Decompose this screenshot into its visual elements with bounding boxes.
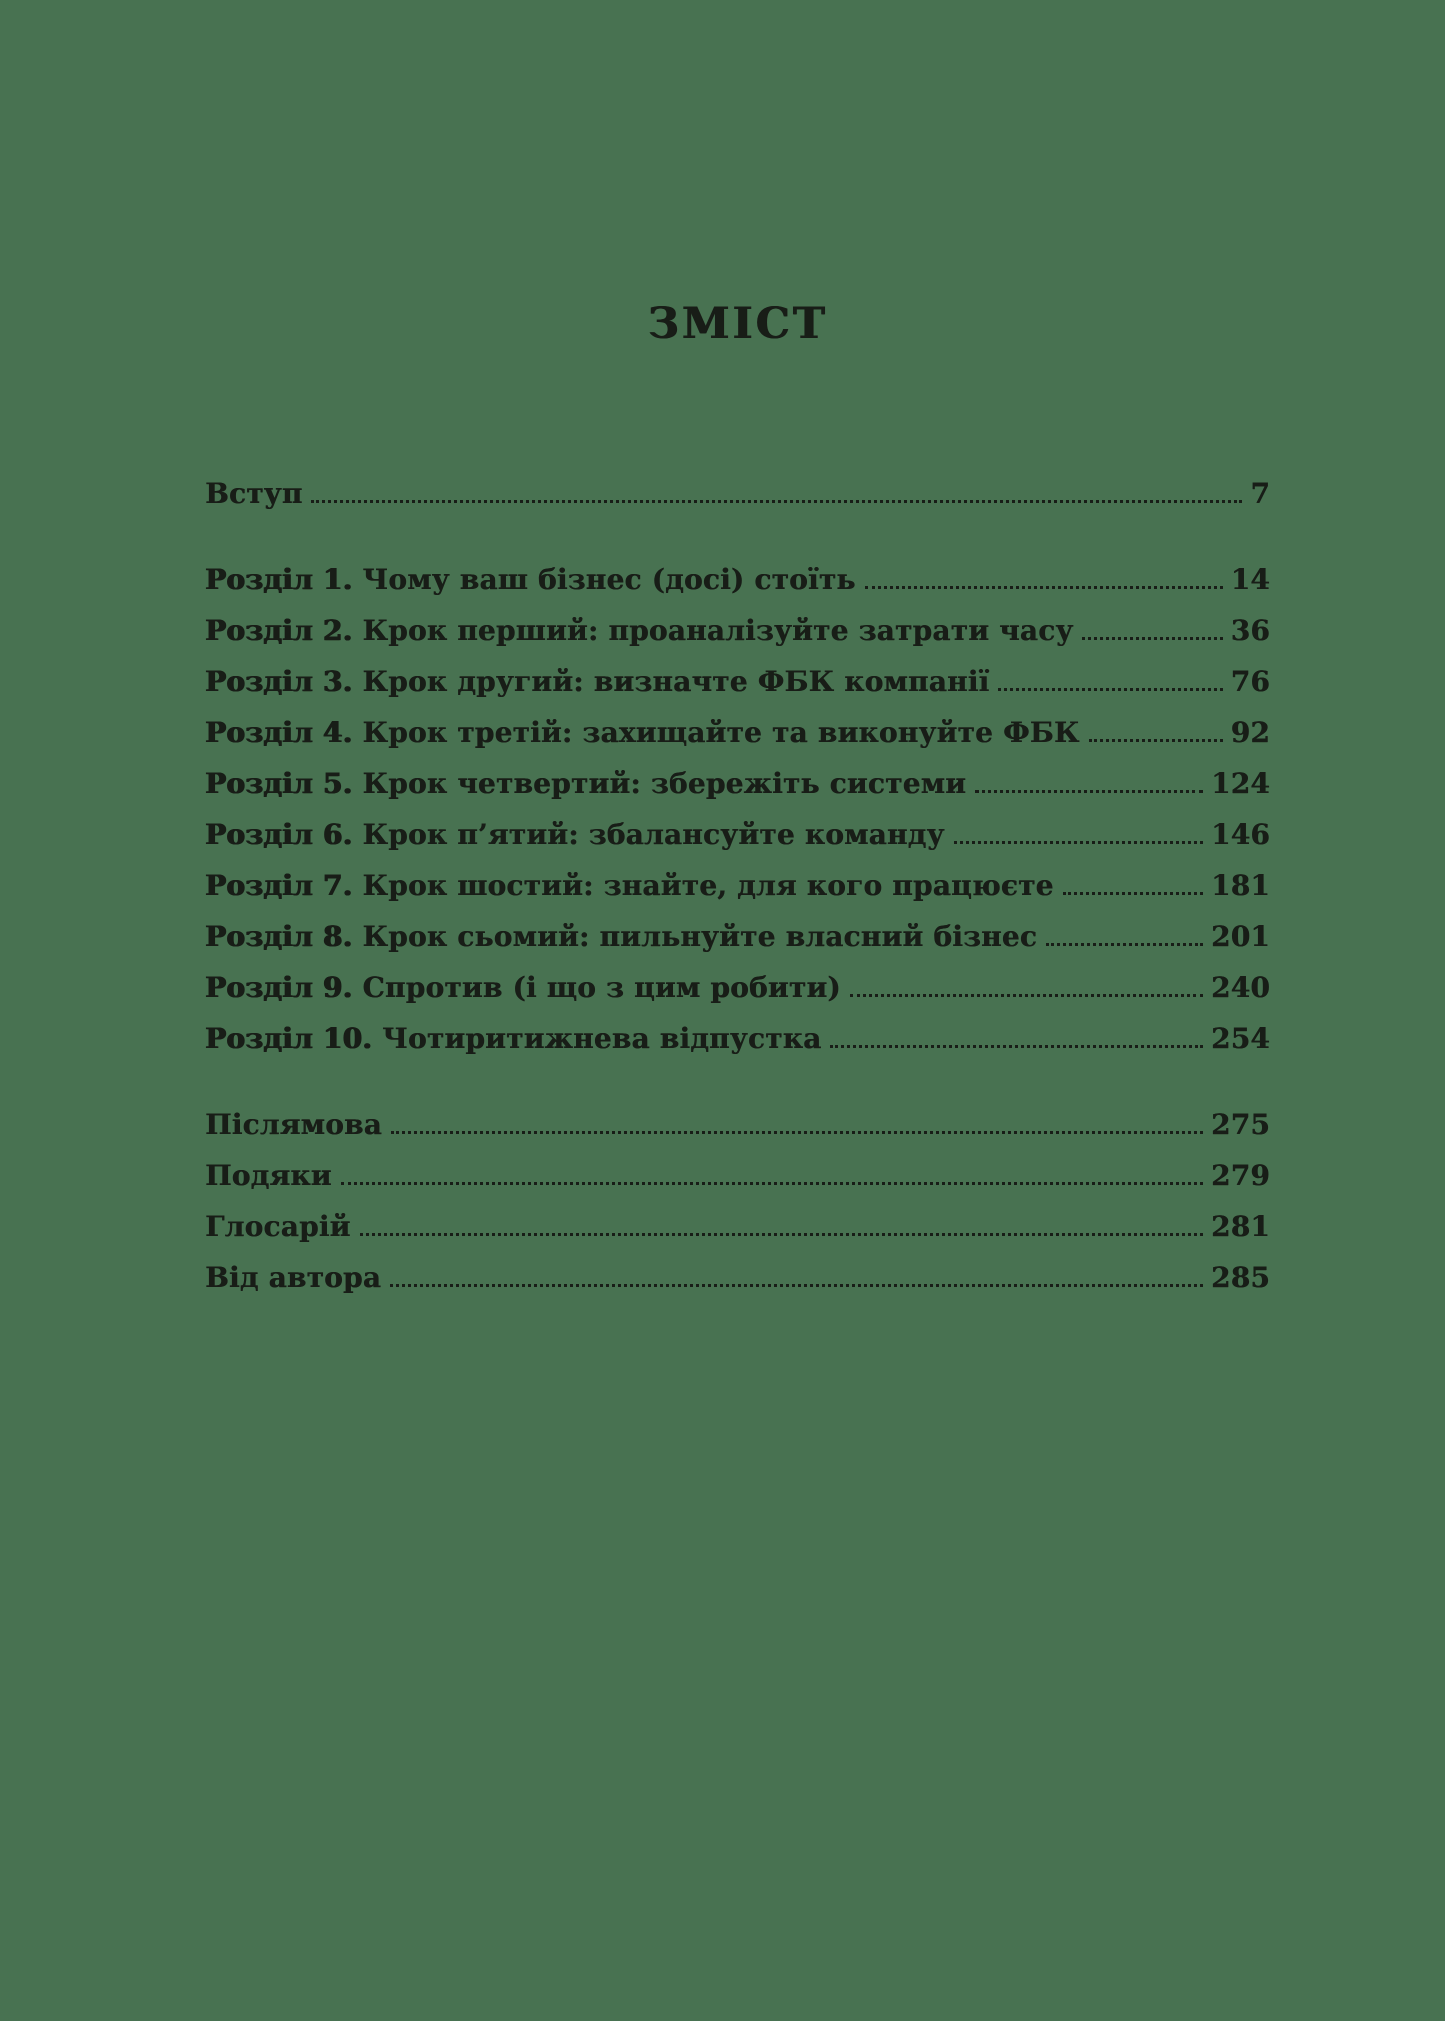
toc-entry-label: Розділ 10. <box>205 1022 373 1055</box>
toc-entry <box>205 809 1270 860</box>
dot-leader <box>975 790 1203 793</box>
toc-entry <box>205 707 1270 758</box>
dot-leader <box>954 841 1203 844</box>
toc-entry-title: Подяки <box>205 1159 332 1192</box>
toc-entry-page: 14 <box>1230 563 1270 596</box>
toc-entry-page: 146 <box>1210 818 1270 851</box>
toc-entry-title: Крок п’ятий: збалансуйте команду <box>362 818 945 851</box>
dot-leader <box>830 1045 1203 1048</box>
toc-entry <box>205 1252 1270 1303</box>
toc-entry-page: 92 <box>1230 716 1270 749</box>
toc-entry <box>205 860 1270 911</box>
toc-entry-page: 275 <box>1210 1108 1270 1141</box>
toc-entry-page: 124 <box>1210 767 1270 800</box>
page-title: ЗМІСТ <box>647 299 828 349</box>
toc-entry-page: 181 <box>1210 869 1270 902</box>
toc-entry-title: Крок сьомий: пильнуйте власний бізнес <box>362 920 1037 953</box>
toc-entry <box>205 605 1270 656</box>
toc-back-section <box>205 1099 1270 1303</box>
toc-list <box>205 468 1270 1303</box>
dot-leader <box>311 500 1242 503</box>
toc-entry <box>205 656 1270 707</box>
dot-leader <box>391 1131 1203 1134</box>
toc-entry-label: Розділ 2. <box>205 614 353 647</box>
toc-entry-label: Розділ 3. <box>205 665 353 698</box>
toc-entry <box>205 1099 1270 1150</box>
toc-entry-label: Розділ 6. <box>205 818 353 851</box>
dot-leader <box>1082 637 1222 640</box>
toc-chapters-section <box>205 554 1270 1064</box>
toc-entry-page: 7 <box>1250 477 1270 510</box>
toc-entry <box>205 1201 1270 1252</box>
toc-entry-title: Післямова <box>205 1108 382 1141</box>
toc-entry-title: Крок четвертий: збережіть системи <box>362 767 967 800</box>
toc-entry-page: 201 <box>1210 920 1270 953</box>
toc-entry <box>205 554 1270 605</box>
toc-entry-title: Крок шостий: знайте, для кого працюєте <box>362 869 1054 902</box>
toc-entry-page: 279 <box>1210 1159 1270 1192</box>
toc-entry-title: Крок перший: проаналізуйте затрати часу <box>362 614 1074 647</box>
toc-entry-label: Розділ 5. <box>205 767 353 800</box>
toc-entry-page: 76 <box>1230 665 1270 698</box>
toc-entry-label: Розділ 4. <box>205 716 353 749</box>
toc-entry-page: 285 <box>1210 1261 1270 1294</box>
toc-entry-label: Розділ 8. <box>205 920 353 953</box>
toc-content <box>205 0 1270 1303</box>
dot-leader <box>850 994 1203 997</box>
toc-entry-title: Чотиритижнева відпустка <box>382 1022 822 1055</box>
toc-entry <box>205 911 1270 962</box>
toc-entry-title: Чому ваш бізнес (досі) стоїть <box>362 563 856 596</box>
toc-entry <box>205 1013 1270 1064</box>
toc-entry <box>205 758 1270 809</box>
toc-entry-page: 281 <box>1210 1210 1270 1243</box>
toc-entry-label: Розділ 7. <box>205 869 353 902</box>
dot-leader <box>1089 739 1223 742</box>
toc-entry-title: Крок третій: захищайте та виконуйте ФБК <box>362 716 1080 749</box>
toc-entry-label: Розділ 9. <box>205 971 353 1004</box>
dot-leader <box>1063 892 1203 895</box>
dot-leader <box>1046 943 1203 946</box>
dot-leader <box>390 1284 1203 1287</box>
toc-entry <box>205 468 1270 519</box>
toc-entry-title: Глосарій <box>205 1210 351 1243</box>
toc-entry-title: Крок другий: визначте ФБК компанії <box>362 665 990 698</box>
dot-leader <box>360 1233 1203 1236</box>
toc-entry-page: 240 <box>1210 971 1270 1004</box>
toc-entry-label: Розділ 1. <box>205 563 353 596</box>
dot-leader <box>998 688 1222 691</box>
dot-leader <box>865 586 1223 589</box>
toc-entry-title: Спротив (і що з цим робити) <box>362 971 841 1004</box>
toc-entry-page: 254 <box>1210 1022 1270 1055</box>
dot-leader <box>341 1182 1203 1185</box>
toc-entry-title: Вступ <box>205 477 303 510</box>
toc-entry <box>205 962 1270 1013</box>
toc-entry-title: Від автора <box>205 1261 382 1294</box>
toc-front-section <box>205 468 1270 519</box>
toc-entry-page: 36 <box>1230 614 1270 647</box>
toc-entry <box>205 1150 1270 1201</box>
